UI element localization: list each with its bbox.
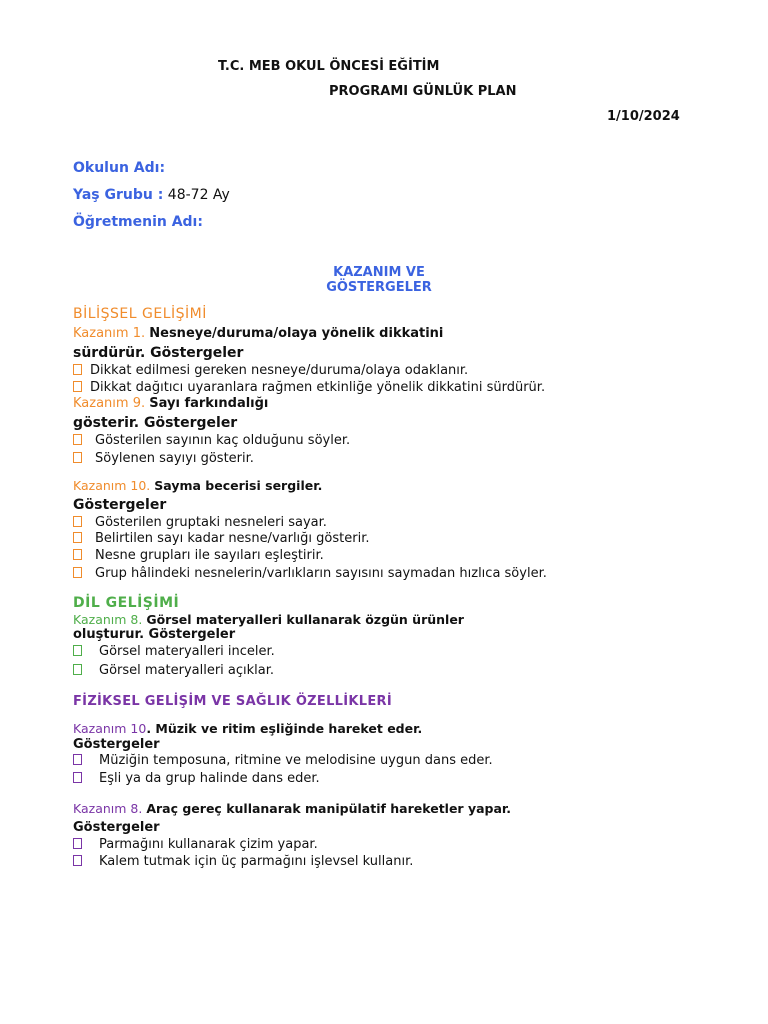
- list-item: Kalem tutmak için üç parmağını işlevsel kullanır.: [73, 854, 413, 869]
- box-bullet-icon: [73, 452, 82, 463]
- list-item: Nesne grupları ile sayıları eşleştirir.: [73, 548, 324, 563]
- section-title-line1: KAZANIM VE: [333, 265, 425, 280]
- box-bullet-icon: [73, 567, 82, 578]
- header-line2: PROGRAMI GÜNLÜK PLAN: [329, 84, 517, 99]
- box-bullet-icon: [73, 855, 82, 866]
- outcome-8-lang-text2: oluşturur. Göstergeler: [73, 627, 236, 642]
- plan-date: 1/10/2024: [607, 109, 680, 124]
- outcome-9-label: Kazanım 9.: [73, 396, 146, 411]
- cognitive-heading: BİLİŞSEL GELİŞİMİ: [73, 306, 207, 322]
- outcome-1: [73, 326, 443, 341]
- list-item: Söylenen sayıyı gösterir.: [73, 451, 254, 466]
- outcome-10-phys-text2: Göstergeler: [73, 737, 160, 752]
- list-item: Müziğin temposuna, ritmine ve melodisine uygun dans eder.: [73, 753, 493, 768]
- outcome-9: [73, 396, 268, 411]
- outcome-1-label: Kazanım 1.: [73, 326, 146, 341]
- list-item: Belirtilen sayı kadar nesne/varlığı gösterir.: [73, 531, 369, 546]
- outcome-8-phys-text: Araç gereç kullanarak manipülatif hareketler yapar.: [146, 801, 512, 816]
- list-item: Görsel materyalleri inceler.: [73, 644, 275, 659]
- physical-heading: FİZİKSEL GELİŞİM VE SAĞLIK ÖZELLİKLERİ: [73, 694, 392, 709]
- outcome-10-label: Kazanım 10.: [73, 478, 151, 493]
- age-group-row: [73, 187, 230, 203]
- box-bullet-icon: [73, 364, 82, 375]
- list-item: Dikkat dağıtıcı uyaranlara rağmen etkinliğe yönelik dikkatini sürdürür.: [73, 380, 545, 395]
- outcome-1-text: Nesneye/duruma/olaya yönelik dikkatini: [149, 326, 444, 341]
- outcome-8-phys-text2: Göstergeler: [73, 820, 160, 835]
- section-title-line2: GÖSTERGELER: [326, 280, 432, 295]
- list-item: Parmağını kullanarak çizim yapar.: [73, 837, 318, 852]
- box-bullet-icon: [73, 754, 82, 765]
- header-line1: T.C. MEB OKUL ÖNCESİ EĞİTİM: [218, 59, 440, 74]
- box-bullet-icon: [73, 838, 82, 849]
- outcome-8-lang: [73, 612, 464, 627]
- outcome-10-phys-label: Kazanım 10: [73, 721, 147, 736]
- outcome-10-phys-text: . Müzik ve ritim eşliğinde hareket eder.: [146, 721, 423, 736]
- box-bullet-icon: [73, 664, 82, 675]
- box-bullet-icon: [73, 772, 82, 783]
- box-bullet-icon: [73, 434, 82, 445]
- list-item: Grup hâlindeki nesnelerin/varlıkların sayısını saymadan hızlıca söyler.: [73, 566, 547, 581]
- list-item: Gösterilen sayının kaç olduğunu söyler.: [73, 433, 350, 448]
- box-bullet-icon: [73, 381, 82, 392]
- box-bullet-icon: [73, 532, 82, 543]
- language-heading: DİL GELİŞİMİ: [73, 595, 180, 611]
- outcome-10-text: Sayma becerisi sergiler.: [154, 478, 323, 493]
- list-item: Görsel materyalleri açıklar.: [73, 663, 274, 678]
- outcome-10-phys: [73, 721, 422, 736]
- outcome-8-phys-label: Kazanım 8.: [73, 801, 143, 816]
- outcome-8-lang-label: Kazanım 8.: [73, 612, 143, 627]
- school-name-label: Okulun Adı:: [73, 160, 166, 176]
- outcome-8-lang-text: Görsel materyalleri kullanarak özgün ürünler: [146, 612, 464, 627]
- outcome-9-text2: gösterir. Göstergeler: [73, 415, 238, 431]
- box-bullet-icon: [73, 549, 82, 560]
- teacher-name-label: Öğretmenin Adı:: [73, 214, 203, 230]
- age-group-value: 48-72 Ay: [167, 187, 230, 203]
- list-item: Gösterilen gruptaki nesneleri sayar.: [73, 515, 327, 530]
- list-item: Eşli ya da grup halinde dans eder.: [73, 771, 320, 786]
- outcome-1-text2: sürdürür. Göstergeler: [73, 345, 244, 361]
- box-bullet-icon: [73, 645, 82, 656]
- box-bullet-icon: [73, 516, 82, 527]
- outcome-9-text: Sayı farkındalığı: [149, 396, 269, 411]
- outcome-10: [73, 478, 322, 493]
- section-title: [279, 265, 479, 295]
- outcome-10-text2: Göstergeler: [73, 497, 167, 513]
- list-item: Dikkat edilmesi gereken nesneye/duruma/olaya odaklanır.: [73, 363, 468, 378]
- outcome-8-phys: [73, 801, 511, 816]
- age-group-label: Yaş Grubu :: [73, 187, 164, 203]
